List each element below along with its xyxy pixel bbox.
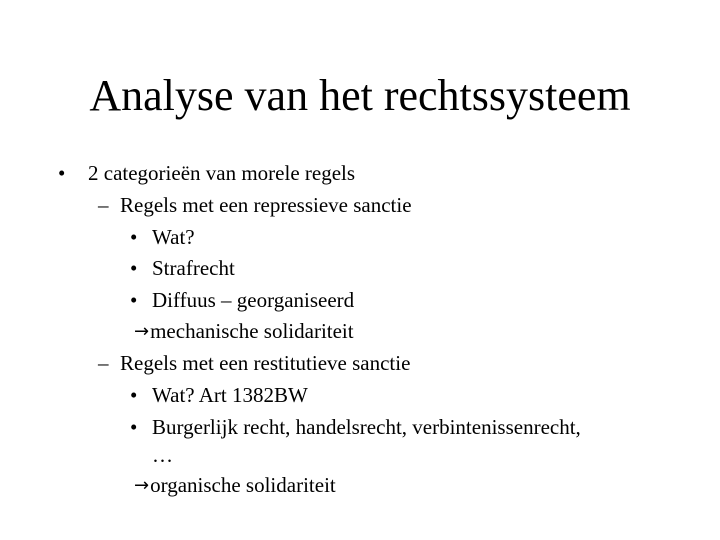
sub-bullet-text: Regels met een restitutieve sanctie	[120, 351, 411, 375]
bullet-marker: •	[130, 288, 138, 312]
list-item: Burgerlijk recht, handelsrecht, verbintenissenrecht,	[152, 415, 581, 439]
list-item: Wat? Art 1382BW	[152, 383, 308, 407]
bullet-marker: •	[130, 383, 138, 407]
slide-title: Analyse van het rechtssysteem	[89, 71, 631, 120]
list-item: Strafrecht	[152, 256, 235, 280]
bullet-marker: •	[58, 161, 66, 185]
bullet-text: 2 categorieën van morele regels	[88, 161, 356, 185]
result-line	[134, 318, 354, 345]
sub-bullet-text: Regels met een repressieve sanctie	[120, 193, 412, 217]
dash-marker: –	[98, 351, 109, 375]
result-text: organische solidariteit	[150, 473, 336, 497]
bullet-marker: •	[130, 225, 138, 249]
bullet-marker: •	[130, 415, 138, 439]
result-line	[134, 472, 336, 499]
bullet-marker: •	[130, 256, 138, 280]
right-arrow-icon: →	[134, 321, 150, 342]
list-item-continuation: …	[152, 443, 173, 467]
list-item: Wat?	[152, 225, 195, 249]
list-item: Diffuus – georganiseerd	[152, 288, 355, 312]
result-text: mechanische solidariteit	[150, 319, 354, 343]
right-arrow-icon: →	[134, 475, 150, 496]
dash-marker: –	[98, 193, 109, 217]
